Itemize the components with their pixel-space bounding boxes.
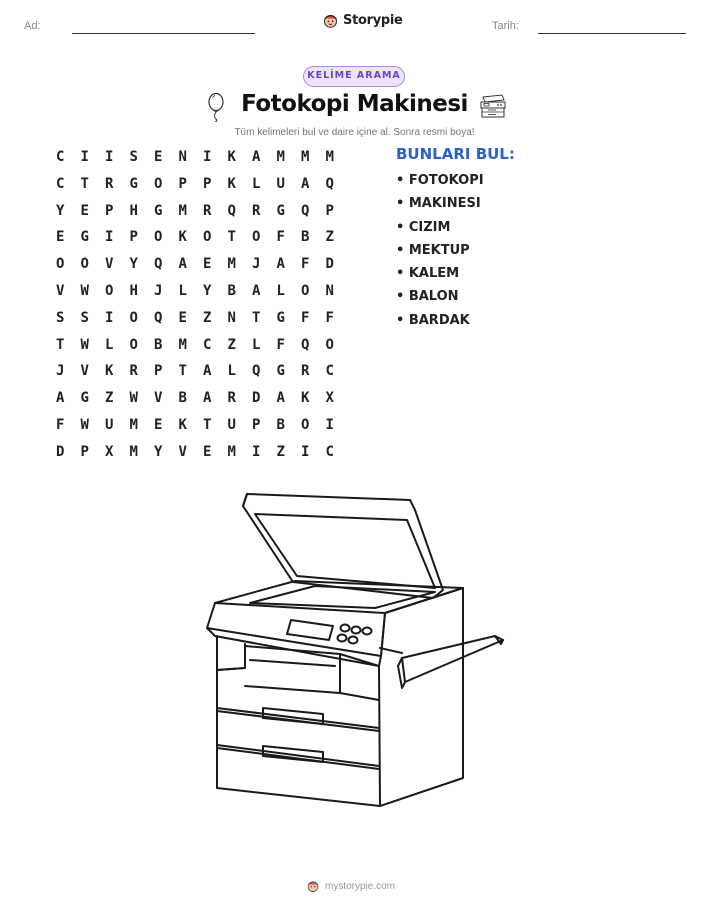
grid-cell[interactable]: A xyxy=(276,390,285,407)
grid-cell[interactable]: O xyxy=(301,416,310,433)
grid-cell[interactable]: T xyxy=(178,363,187,380)
grid-cell[interactable]: K xyxy=(301,390,310,407)
grid-cell[interactable]: K xyxy=(105,363,114,380)
grid-cell[interactable]: E xyxy=(56,229,65,246)
grid-cell[interactable]: E xyxy=(203,256,212,273)
grid-cell[interactable]: I xyxy=(325,416,334,433)
grid-cell[interactable]: S xyxy=(80,309,89,326)
grid-cell[interactable]: O xyxy=(56,256,65,273)
grid-row xyxy=(48,361,342,388)
grid-cell[interactable]: Q xyxy=(154,309,163,326)
grid-cell[interactable]: I xyxy=(80,149,89,165)
footer-url[interactable]: mystorypie.com xyxy=(325,880,396,892)
grid-cell[interactable]: V xyxy=(178,443,187,460)
grid-cell[interactable]: F xyxy=(301,256,310,273)
grid-cell[interactable]: Q xyxy=(301,202,310,219)
grid-cell[interactable]: W xyxy=(80,416,89,433)
grid-cell[interactable]: P xyxy=(252,416,261,433)
word-list-item: • KALEM xyxy=(396,266,460,282)
grid-cell[interactable]: F xyxy=(276,229,285,246)
grid-cell[interactable]: E xyxy=(154,149,163,165)
grid-cell[interactable]: C xyxy=(56,149,65,165)
grid-cell[interactable]: C xyxy=(203,336,212,353)
brand-logo xyxy=(322,12,403,29)
grid-row xyxy=(48,254,342,281)
grid-cell[interactable]: B xyxy=(276,416,285,433)
grid-cell[interactable]: J xyxy=(154,282,163,299)
grid-cell[interactable]: K xyxy=(178,229,187,246)
grid-cell[interactable]: O xyxy=(154,229,163,246)
grid-cell[interactable]: M xyxy=(227,443,236,460)
grid-cell[interactable]: F xyxy=(325,309,334,326)
grid-cell[interactable]: A xyxy=(252,282,261,299)
category-badge: KELİME ARAMA xyxy=(303,66,405,87)
grid-row xyxy=(48,281,342,308)
grid-cell[interactable]: R xyxy=(203,202,212,219)
grid-cell[interactable]: L xyxy=(178,282,187,299)
grid-cell[interactable]: N xyxy=(325,282,334,299)
grid-cell[interactable]: I xyxy=(105,229,114,246)
grid-cell[interactable]: N xyxy=(227,309,236,326)
grid-cell[interactable]: C xyxy=(325,443,334,460)
grid-row xyxy=(48,388,342,415)
instructions: Tüm kelimeleri bul ve daire içine al. Sonra resmi boya! xyxy=(234,127,475,138)
grid-cell[interactable]: Q xyxy=(301,336,310,353)
grid-cell[interactable]: Y xyxy=(154,443,163,460)
grid-cell[interactable]: L xyxy=(252,175,261,192)
balloon-icon xyxy=(205,92,227,122)
grid-cell[interactable]: G xyxy=(276,363,285,380)
photocopier-illustration-icon[interactable] xyxy=(195,488,515,808)
grid-cell[interactable]: Z xyxy=(325,229,334,246)
grid-cell[interactable]: O xyxy=(203,229,212,246)
grid-cell[interactable]: L xyxy=(252,336,261,353)
grid-cell[interactable]: M xyxy=(178,336,187,353)
grid-cell[interactable]: X xyxy=(325,390,334,407)
grid-cell[interactable]: C xyxy=(56,175,65,192)
grid-cell[interactable]: P xyxy=(129,229,138,246)
grid-cell[interactable]: X xyxy=(105,443,114,460)
grid-cell[interactable]: I xyxy=(252,443,261,460)
grid-cell[interactable]: N xyxy=(178,149,187,165)
grid-cell[interactable]: R xyxy=(301,363,310,380)
page-title: Fotokopi Makinesi xyxy=(241,91,468,117)
grid-cell[interactable]: M xyxy=(178,202,187,219)
grid-cell[interactable]: H xyxy=(129,282,138,299)
grid-cell[interactable]: O xyxy=(105,282,114,299)
grid-cell[interactable]: B xyxy=(178,390,187,407)
grid-cell[interactable]: K xyxy=(227,175,236,192)
grid-cell[interactable]: F xyxy=(301,309,310,326)
grid-cell[interactable]: G xyxy=(80,390,89,407)
grid-cell[interactable]: A xyxy=(178,256,187,273)
letter-grid[interactable] xyxy=(48,147,342,469)
grid-cell[interactable]: G xyxy=(276,202,285,219)
grid-cell[interactable]: M xyxy=(129,443,138,460)
grid-cell[interactable]: V xyxy=(56,282,65,299)
grid-cell[interactable]: V xyxy=(105,256,114,273)
word-list xyxy=(396,172,484,335)
grid-cell[interactable]: M xyxy=(227,256,236,273)
grid-cell[interactable]: B xyxy=(301,229,310,246)
grid-cell[interactable]: T xyxy=(203,416,212,433)
brand-name: Storypie xyxy=(343,13,403,28)
grid-cell[interactable]: Q xyxy=(252,363,261,380)
grid-cell[interactable]: G xyxy=(154,202,163,219)
grid-cell[interactable]: Y xyxy=(129,256,138,273)
grid-cell[interactable]: A xyxy=(252,149,261,165)
date-line[interactable] xyxy=(538,33,686,34)
grid-cell[interactable]: B xyxy=(227,282,236,299)
grid-cell[interactable]: T xyxy=(252,309,261,326)
grid-cell[interactable]: D xyxy=(56,443,65,460)
grid-row xyxy=(48,335,342,362)
grid-cell[interactable]: Z xyxy=(105,390,114,407)
copier-icon xyxy=(478,93,508,119)
grid-cell[interactable]: D xyxy=(252,390,261,407)
grid-cell[interactable]: B xyxy=(154,336,163,353)
grid-cell[interactable]: S xyxy=(129,149,138,165)
grid-cell[interactable]: I xyxy=(203,149,212,165)
grid-cell[interactable]: E xyxy=(154,416,163,433)
grid-cell[interactable]: R xyxy=(252,202,261,219)
date-label: Tarih: xyxy=(492,20,519,32)
grid-cell[interactable]: M xyxy=(276,149,285,165)
grid-cell[interactable]: R xyxy=(227,390,236,407)
grid-cell[interactable]: K xyxy=(178,416,187,433)
grid-cell[interactable]: T xyxy=(56,336,65,353)
grid-cell[interactable]: M xyxy=(301,149,310,165)
grid-cell[interactable]: E xyxy=(178,309,187,326)
grid-cell[interactable]: C xyxy=(325,363,334,380)
grid-row xyxy=(48,227,342,254)
grid-cell[interactable]: O xyxy=(325,336,334,353)
grid-cell[interactable]: Z xyxy=(227,336,236,353)
grid-row xyxy=(48,201,342,228)
grid-cell[interactable]: I xyxy=(301,443,310,460)
grid-cell[interactable]: R xyxy=(105,175,114,192)
grid-cell[interactable]: P xyxy=(203,175,212,192)
grid-cell[interactable]: Q xyxy=(227,202,236,219)
grid-cell[interactable]: P xyxy=(105,202,114,219)
grid-cell[interactable]: Q xyxy=(325,175,334,192)
grid-cell[interactable]: L xyxy=(276,282,285,299)
grid-cell[interactable]: W xyxy=(80,282,89,299)
grid-cell[interactable]: W xyxy=(129,390,138,407)
page-title-row xyxy=(0,91,709,117)
grid-cell[interactable]: L xyxy=(105,336,114,353)
grid-cell[interactable]: G xyxy=(80,229,89,246)
word-list-title: BUNLARI BUL: xyxy=(396,145,515,163)
grid-cell[interactable]: F xyxy=(56,416,65,433)
grid-cell[interactable]: A xyxy=(203,390,212,407)
grid-cell[interactable]: R xyxy=(129,363,138,380)
word-list-item: • BALON xyxy=(396,289,459,305)
grid-row xyxy=(48,415,342,442)
grid-cell[interactable]: U xyxy=(276,175,285,192)
word-list-item: • CIZIM xyxy=(396,219,451,235)
grid-cell[interactable]: J xyxy=(252,256,261,273)
grid-cell[interactable]: E xyxy=(203,443,212,460)
grid-cell[interactable]: T xyxy=(227,229,236,246)
grid-cell[interactable]: O xyxy=(301,282,310,299)
word-list-item: • BARDAK xyxy=(396,312,470,328)
word-list-item: • FOTOKOPI xyxy=(396,173,484,188)
name-label: Ad: xyxy=(24,20,41,32)
grid-cell[interactable]: V xyxy=(154,390,163,407)
grid-cell[interactable]: P xyxy=(80,443,89,460)
grid-cell[interactable]: M xyxy=(325,149,334,165)
grid-cell[interactable]: I xyxy=(105,149,114,165)
grid-cell[interactable]: A xyxy=(301,175,310,192)
storypie-mascot-icon xyxy=(322,12,339,29)
grid-cell[interactable]: Z xyxy=(203,309,212,326)
name-line[interactable] xyxy=(72,33,255,34)
grid-cell[interactable]: G xyxy=(276,309,285,326)
grid-cell[interactable]: P xyxy=(154,363,163,380)
grid-cell[interactable]: Z xyxy=(276,443,285,460)
grid-cell[interactable]: O xyxy=(129,336,138,353)
grid-cell[interactable]: O xyxy=(252,229,261,246)
storypie-mascot-icon xyxy=(306,879,320,893)
grid-cell[interactable]: L xyxy=(227,363,236,380)
grid-cell[interactable]: Y xyxy=(56,202,65,219)
grid-cell[interactable]: K xyxy=(227,149,236,165)
grid-cell[interactable]: Q xyxy=(154,256,163,273)
grid-cell[interactable]: O xyxy=(154,175,163,192)
grid-cell[interactable]: O xyxy=(80,256,89,273)
grid-cell[interactable]: I xyxy=(105,309,114,326)
grid-cell[interactable]: M xyxy=(129,416,138,433)
grid-cell[interactable]: T xyxy=(80,175,89,192)
grid-cell[interactable]: A xyxy=(203,363,212,380)
grid-cell[interactable]: S xyxy=(56,309,65,326)
grid-row xyxy=(48,147,342,174)
grid-row xyxy=(48,174,342,201)
grid-row xyxy=(48,442,342,469)
grid-cell[interactable]: P xyxy=(325,202,334,219)
footer xyxy=(306,879,395,893)
grid-cell[interactable]: W xyxy=(80,336,89,353)
grid-cell[interactable]: A xyxy=(276,256,285,273)
grid-cell[interactable]: D xyxy=(325,256,334,273)
word-list-item: • MAKINESI xyxy=(396,196,481,212)
grid-cell[interactable]: U xyxy=(227,416,236,433)
grid-cell[interactable]: J xyxy=(56,363,65,380)
grid-cell[interactable]: V xyxy=(80,363,89,380)
grid-cell[interactable]: A xyxy=(56,390,65,407)
grid-row xyxy=(48,308,342,335)
grid-cell[interactable]: P xyxy=(178,175,187,192)
word-list-item: • MEKTUP xyxy=(396,242,470,258)
grid-cell[interactable]: E xyxy=(80,202,89,219)
grid-cell[interactable]: H xyxy=(129,202,138,219)
grid-cell[interactable]: F xyxy=(276,336,285,353)
grid-cell[interactable]: U xyxy=(105,416,114,433)
grid-cell[interactable]: O xyxy=(129,309,138,326)
grid-cell[interactable]: Y xyxy=(203,282,212,299)
grid-cell[interactable]: G xyxy=(129,175,138,192)
